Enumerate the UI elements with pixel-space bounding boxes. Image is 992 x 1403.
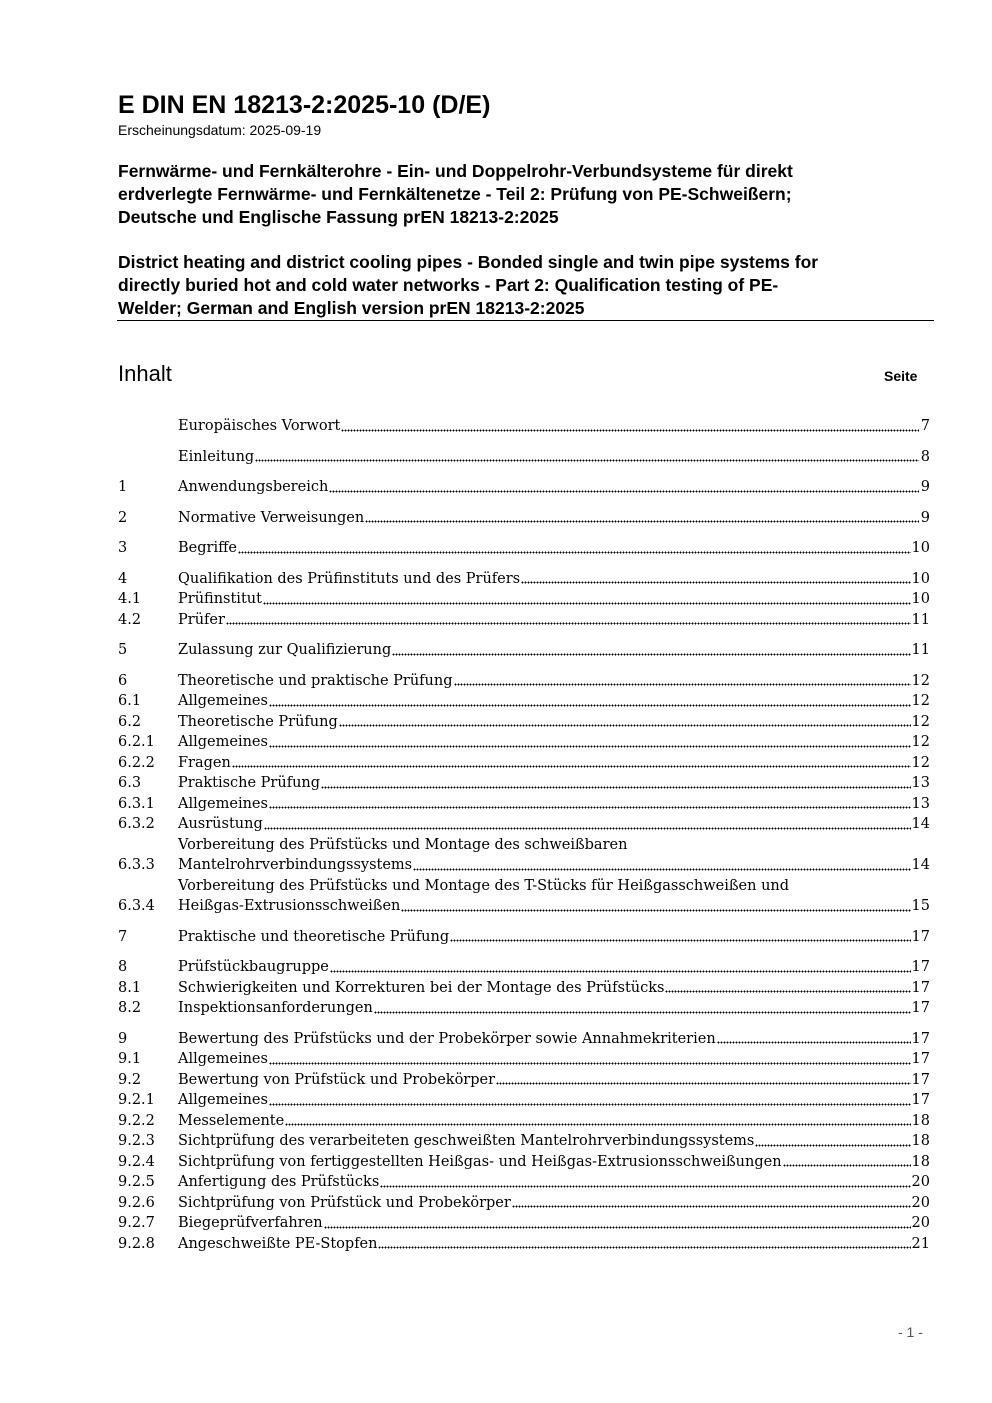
toc-dot-leader — [264, 826, 911, 830]
toc-entry-title: Messelemente — [178, 1112, 285, 1129]
toc-entry-number: 9.2.4 — [118, 1153, 155, 1170]
title-english-line: directly buried hot and cold water networks - Part 2: Qualification testing of PE- — [118, 275, 779, 295]
toc-entry-number: 8 — [118, 959, 128, 975]
publication-date: Erscheinungsdatum: 2025-09-19 — [118, 122, 322, 138]
toc-dot-leader — [255, 458, 919, 462]
toc-entry-title-line: Vorbereitung des Prüfstücks und Montage des T-Stücks für Heißgasschweißen und — [178, 877, 790, 894]
toc-entry-page: 17 — [911, 928, 930, 945]
toc-entry-page: 17 — [911, 959, 930, 975]
toc-entry[interactable] — [118, 671, 930, 692]
toc-dot-leader — [374, 1010, 911, 1014]
toc-entry-page: 18 — [911, 1153, 930, 1170]
toc-entry-page: 14 — [911, 816, 930, 832]
toc-entry[interactable] — [118, 538, 930, 559]
toc-entry-number: 2 — [118, 509, 128, 526]
toc-entry-page: 17 — [911, 979, 930, 996]
toc-dot-leader — [238, 550, 911, 554]
toc-entry[interactable] — [118, 569, 930, 590]
toc-entry-title: Prüfinstitut — [178, 591, 262, 607]
toc-entry-page: 17 — [911, 1071, 930, 1088]
toc-entry-number: 4.2 — [118, 611, 142, 628]
toc-entry-page: 17 — [911, 1051, 930, 1067]
toc-entry-title: Prüfstückbaugruppe — [178, 959, 329, 975]
toc-entry-number: 3 — [118, 540, 128, 556]
toc-entry-number: 7 — [118, 928, 128, 945]
toc-entry-title: Einleitung — [178, 448, 255, 465]
toc-dot-leader — [365, 519, 919, 523]
toc-entry-page: 12 — [911, 754, 930, 771]
toc-entry-title: Prüfer — [178, 611, 225, 628]
toc-entry[interactable] — [118, 447, 930, 468]
toc-entry[interactable] — [118, 753, 930, 774]
toc-entry-title: Begriffe — [178, 540, 237, 556]
toc-entry-number: 6.2 — [118, 713, 142, 730]
toc-entry-number: 9.2.7 — [118, 1215, 155, 1231]
toc-entry[interactable] — [118, 416, 930, 437]
toc-entry-number: 6.3.4 — [118, 898, 155, 914]
toc-dot-leader — [226, 621, 911, 625]
toc-entry-number: 9.2.3 — [118, 1133, 155, 1149]
toc-entry[interactable] — [118, 1152, 930, 1173]
toc-entry-page: 18 — [911, 1133, 930, 1149]
toc-entry-number: 6 — [118, 672, 128, 689]
toc-entry[interactable] — [118, 1172, 930, 1193]
toc-entry[interactable] — [118, 978, 930, 999]
toc-entry-page: 20 — [911, 1174, 930, 1190]
toc-dot-leader — [665, 989, 910, 993]
toc-entry-number: 9.2.8 — [118, 1235, 155, 1252]
toc-entry-title: Allgemeines — [178, 1092, 268, 1108]
title-english-line: District heating and district cooling pipes - Bonded single and twin pipe systems for — [118, 252, 819, 272]
toc-entry[interactable] — [118, 477, 930, 498]
toc-entry-title: Inspektionsanforderungen — [178, 1000, 373, 1016]
toc-entry-page: 12 — [911, 713, 930, 730]
toc-dot-leader — [496, 1081, 911, 1085]
toc-entry-page: 7 — [920, 418, 930, 434]
toc-entry-number: 6.3.1 — [118, 795, 155, 812]
toc-entry-title: Fragen — [178, 754, 231, 771]
title-german — [118, 160, 938, 229]
toc-entry-page: 15 — [911, 898, 930, 914]
toc-entry[interactable] — [118, 691, 930, 712]
toc-entry-title: Allgemeines — [178, 693, 268, 709]
toc-entry[interactable] — [118, 1070, 930, 1091]
toc-entry-page: 12 — [911, 693, 930, 709]
toc-entry-page: 20 — [911, 1194, 930, 1211]
toc-entry-number: 6.3 — [118, 775, 142, 791]
toc-entry-number: 6.3.3 — [118, 857, 155, 873]
toc-entry[interactable] — [118, 1090, 930, 1111]
toc-entry-title: Qualifikation des Prüfinstituts und des Prüfers — [178, 570, 521, 587]
toc-entry-number: 9.2 — [118, 1071, 142, 1088]
toc-entry-page: 10 — [911, 540, 930, 556]
toc-entry[interactable] — [118, 1213, 930, 1234]
toc-entry-number: 9.1 — [118, 1051, 142, 1067]
toc-entry-page: 13 — [911, 795, 930, 812]
toc-entry-title: Anfertigung des Prüfstücks — [178, 1174, 380, 1190]
toc-entry[interactable] — [118, 732, 930, 753]
toc-dot-leader — [454, 682, 911, 686]
toc-entry-page: 11 — [911, 611, 930, 628]
toc-entry-number: 6.3.2 — [118, 816, 155, 832]
toc-entry-page: 17 — [911, 1030, 930, 1047]
toc-entry-number: 1 — [118, 479, 128, 495]
toc-dot-leader — [392, 652, 910, 656]
toc-entry-title-line: Vorbereitung des Prüfstücks und Montage des schweißbaren — [178, 836, 628, 853]
toc-entry-number: 9 — [118, 1030, 128, 1047]
toc-entry-title: Allgemeines — [178, 795, 268, 812]
toc-entry-number: 9.2.2 — [118, 1112, 155, 1129]
toc-entry-page: 13 — [911, 775, 930, 791]
toc-entry-number: 4 — [118, 570, 128, 587]
toc-entry[interactable] — [118, 998, 930, 1019]
toc-entry-title: Allgemeines — [178, 1051, 268, 1067]
toc-entry[interactable] — [118, 794, 930, 815]
toc-entry-title: Bewertung des Prüfstücks und der Probekörper sowie Annahmekriterien — [178, 1030, 716, 1047]
toc-entry[interactable] — [118, 589, 930, 610]
toc-dot-leader — [450, 938, 910, 942]
toc-entry-title: Sichtprüfung von Prüfstück und Probekörper — [178, 1194, 511, 1211]
toc-entry[interactable] — [118, 1111, 930, 1132]
toc-entry-page: 18 — [911, 1112, 930, 1129]
toc-entry[interactable] — [118, 957, 930, 978]
toc-dot-leader — [324, 1225, 911, 1229]
toc-entry-number: 5 — [118, 642, 128, 658]
toc-entry-title: Zulassung zur Qualifizierung — [178, 642, 392, 658]
toc-entry[interactable] — [118, 1234, 930, 1255]
toc-dot-leader — [330, 969, 911, 973]
toc-dot-leader — [521, 580, 910, 584]
toc-dot-leader — [269, 1061, 911, 1065]
toc-entry-page: 20 — [911, 1215, 930, 1231]
toc-entry-title: Angeschweißte PE-Stopfen — [178, 1235, 378, 1252]
toc-entry-page: 17 — [911, 1000, 930, 1016]
toc-dot-leader — [232, 764, 911, 768]
toc-dot-leader — [413, 867, 910, 871]
toc-entry-page: 8 — [920, 448, 930, 465]
toc-entry[interactable] — [118, 1029, 930, 1050]
toc-entry[interactable] — [118, 773, 930, 794]
toc-entry-title: Bewertung von Prüfstück und Probekörper — [178, 1071, 496, 1088]
toc-entry-title: Anwendungsbereich — [178, 479, 329, 495]
title-german-line: erdverlegte Fernwärme- und Fernkältenetze - Teil 2: Prüfung von PE-Schweißern; — [118, 184, 792, 204]
toc-dot-leader — [783, 1163, 911, 1167]
toc-entry[interactable] — [118, 1049, 930, 1070]
toc-entry-title: Praktische und theoretische Prüfung — [178, 928, 450, 945]
toc-entry-number: 8.2 — [118, 1000, 142, 1016]
toc-entry-title: Mantelrohrverbindungssystems — [178, 857, 413, 873]
toc-dot-leader — [378, 1245, 910, 1249]
title-german-line: Fernwärme- und Fernkälterohre - Ein- und Doppelrohr-Verbundsysteme für direkt — [118, 161, 793, 181]
toc-dot-leader — [341, 428, 919, 432]
toc-entry-title: Heißgas-Extrusionsschweißen — [178, 898, 401, 914]
toc-dot-leader — [380, 1184, 910, 1188]
toc-dot-leader — [269, 703, 911, 707]
toc-entry[interactable] — [118, 1131, 930, 1152]
toc-entry-page: 14 — [911, 857, 930, 873]
toc-entry[interactable] — [118, 508, 930, 529]
toc-entry[interactable] — [118, 876, 930, 917]
toc-dot-leader — [321, 785, 911, 789]
toc-entry-title: Theoretische und praktische Prüfung — [178, 672, 453, 689]
page-number: - 1 - — [898, 1324, 923, 1340]
toc-entry-page: 11 — [911, 642, 930, 658]
toc-page-column-label: Seite — [884, 368, 918, 384]
document-id: E DIN EN 18213-2:2025-10 (D/E) — [118, 91, 491, 119]
toc-dot-leader — [285, 1122, 910, 1126]
toc-entry-page: 9 — [920, 509, 930, 526]
toc-entry-title: Normative Verweisungen — [178, 509, 365, 526]
toc-entry-title: Biegeprüfverfahren — [178, 1215, 323, 1231]
toc-entry-number: 9.2.5 — [118, 1174, 155, 1190]
toc-entry-title: Theoretische Prüfung — [178, 713, 338, 730]
toc-dot-leader — [269, 1102, 911, 1106]
toc-entry-number: 6.1 — [118, 693, 142, 709]
toc-entry-title: Allgemeines — [178, 734, 268, 750]
table-of-contents — [118, 416, 930, 1254]
toc-entry-page: 12 — [911, 734, 930, 750]
toc-entry-title: Schwierigkeiten und Korrekturen bei der Montage des Prüfstücks — [178, 979, 665, 996]
toc-dot-leader — [269, 805, 911, 809]
toc-entry-title: Sichtprüfung von fertiggestellten Heißgas- und Heißgas-Extrusionsschweißungen — [178, 1153, 782, 1170]
title-english — [118, 251, 938, 320]
toc-entry-number: 6.2.1 — [118, 734, 155, 750]
toc-entry-number: 4.1 — [118, 591, 142, 607]
toc-dot-leader — [329, 489, 919, 493]
toc-entry-title: Europäisches Vorwort — [178, 418, 341, 434]
toc-entry[interactable] — [118, 610, 930, 631]
toc-entry[interactable] — [118, 835, 930, 876]
toc-entry-number: 8.1 — [118, 979, 142, 996]
toc-entry-page: 12 — [911, 672, 930, 689]
toc-entry[interactable] — [118, 814, 930, 835]
title-english-line: Welder; German and English version prEN 18213-2:2025 — [118, 298, 585, 318]
toc-entry[interactable] — [118, 1193, 930, 1214]
toc-entry-page: 21 — [911, 1235, 930, 1252]
toc-entry-title: Ausrüstung — [178, 816, 263, 832]
toc-heading: Inhalt — [118, 361, 172, 386]
toc-dot-leader — [401, 908, 910, 912]
toc-dot-leader — [755, 1143, 910, 1147]
toc-dot-leader — [717, 1040, 911, 1044]
toc-entry-page: 9 — [920, 479, 930, 495]
toc-entry-page: 17 — [911, 1092, 930, 1108]
title-german-line: Deutsche und Englische Fassung prEN 18213-2:2025 — [118, 207, 559, 227]
toc-dot-leader — [263, 601, 911, 605]
toc-entry[interactable] — [118, 640, 930, 661]
toc-entry-title: Praktische Prüfung — [178, 775, 321, 791]
toc-dot-leader — [269, 744, 911, 748]
title-divider — [117, 320, 934, 321]
toc-entry-number: 9.2.1 — [118, 1092, 155, 1108]
toc-dot-leader — [339, 723, 911, 727]
toc-dot-leader — [512, 1204, 911, 1208]
toc-entry-page: 10 — [911, 570, 930, 587]
toc-entry[interactable] — [118, 927, 930, 948]
toc-entry-number: 9.2.6 — [118, 1194, 155, 1211]
toc-entry[interactable] — [118, 712, 930, 733]
toc-entry-title: Sichtprüfung des verarbeiteten geschweißten Mantelrohrverbindungssystems — [178, 1133, 755, 1149]
toc-entry-page: 10 — [911, 591, 930, 607]
toc-entry-number: 6.2.2 — [118, 754, 155, 771]
